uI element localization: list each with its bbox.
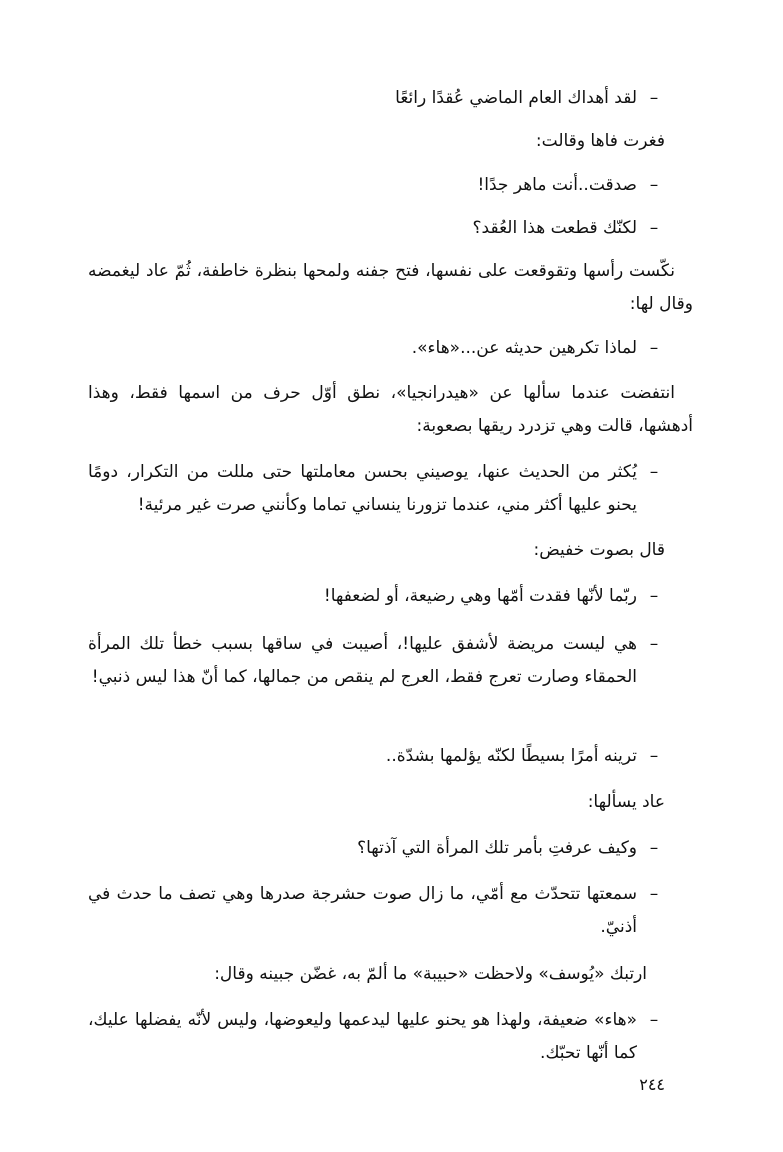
dialogue-dash: – <box>649 462 659 482</box>
dialogue-dash: – <box>649 634 659 654</box>
dialogue-line <box>88 580 663 613</box>
dialogue-dash: – <box>649 338 659 358</box>
dialogue-dash: – <box>649 838 659 858</box>
dialogue-dash: – <box>649 746 659 766</box>
dialogue-dash: – <box>649 175 659 195</box>
narration-text: عاد يسألها: <box>587 792 665 812</box>
dialogue-line <box>88 456 663 522</box>
dialogue-line <box>88 628 663 694</box>
narration-paragraph <box>88 534 665 567</box>
dialogue-dash: – <box>649 884 659 904</box>
dialogue-text: صدقت..أنت ماهر جدًا! <box>477 175 637 195</box>
narration-paragraph <box>88 377 693 443</box>
dialogue-text: لماذا تكرهين حديثه عن...«هاء». <box>411 338 637 358</box>
page-number: ٢٤٤ <box>639 1075 665 1094</box>
dialogue-line <box>88 169 663 202</box>
dialogue-dash: – <box>649 586 659 606</box>
narration-paragraph <box>88 958 647 991</box>
dialogue-text: هي ليست مريضة لأشفق عليها!، أصيبت في ساقها بسبب خطأ تلك المرأة الحمقاء وصارت تعرج فقط، العرج لم ينقص من جمالها، كما أنّ هذا ليس ذنبي! <box>88 634 637 687</box>
dialogue-line <box>88 332 663 365</box>
dialogue-text: لكنّك قطعت هذا العُقد؟ <box>472 218 637 238</box>
narration-text: ارتبك «يُوسف» ولاحظت «حبيبة» ما ألمّ به، غضّن جبينه وقال: <box>214 964 647 984</box>
narration-text: انتفضت عندما سألها عن «هيدرانجيا»، نطق أوّل حرف من اسمها فقط، وهذا أدهشها، قالت وهي تزدرد ريقها بصعوبة: <box>88 383 693 436</box>
dialogue-text: «هاء» ضعيفة، ولهذا هو يحنو عليها ليدعمها وليعوضها، وليس لأنّه يفضلها عليك، كما أنّها تحبّك. <box>88 1010 637 1063</box>
narration-text: نكّست رأسها وتقوقعت على نفسها، فتح جفنه ولمحها بنظرة خاطفة، ثُمّ عاد ليغمضه وقال لها: <box>88 261 693 314</box>
dialogue-line <box>88 212 663 245</box>
dialogue-line <box>88 82 663 115</box>
dialogue-text: ربّما لأنّها فقدت أمّها وهي رضيعة، أو لضعفها! <box>323 586 637 606</box>
dialogue-dash: – <box>649 218 659 238</box>
narration-paragraph <box>88 255 693 321</box>
narration-text: فغرت فاها وقالت: <box>535 131 665 151</box>
narration-paragraph <box>88 125 665 158</box>
dialogue-text: وكيف عرفتِ بأمر تلك المرأة التي آذتها؟ <box>357 838 637 858</box>
dialogue-dash: – <box>649 1010 659 1030</box>
dialogue-text: لقد أهداك العام الماضي عُقدًا رائعًا <box>395 88 637 108</box>
dialogue-line <box>88 1004 663 1070</box>
narration-text: قال بصوت خفيض: <box>533 540 665 560</box>
dialogue-text: يُكثر من الحديث عنها، يوصيني بحسن معاملتها حتى مللت من التكرار، دومًا يحنو عليها أكثر مني، عندما تزورنا ينساني تماما وكأنني صرت غير مرئية! <box>88 462 637 515</box>
narration-paragraph <box>88 786 665 819</box>
dialogue-line <box>88 832 663 865</box>
dialogue-dash: – <box>649 88 659 108</box>
dialogue-text: سمعتها تتحدّث مع أمّي، ما زال صوت حشرجة صدرها وهي تصف ما حدث في أذنيّ. <box>88 884 637 937</box>
dialogue-line <box>88 878 663 944</box>
dialogue-text: ترينه أمرًا بسيطًا لكنّه يؤلمها بشدّة.. <box>385 746 637 766</box>
dialogue-line <box>88 740 663 773</box>
